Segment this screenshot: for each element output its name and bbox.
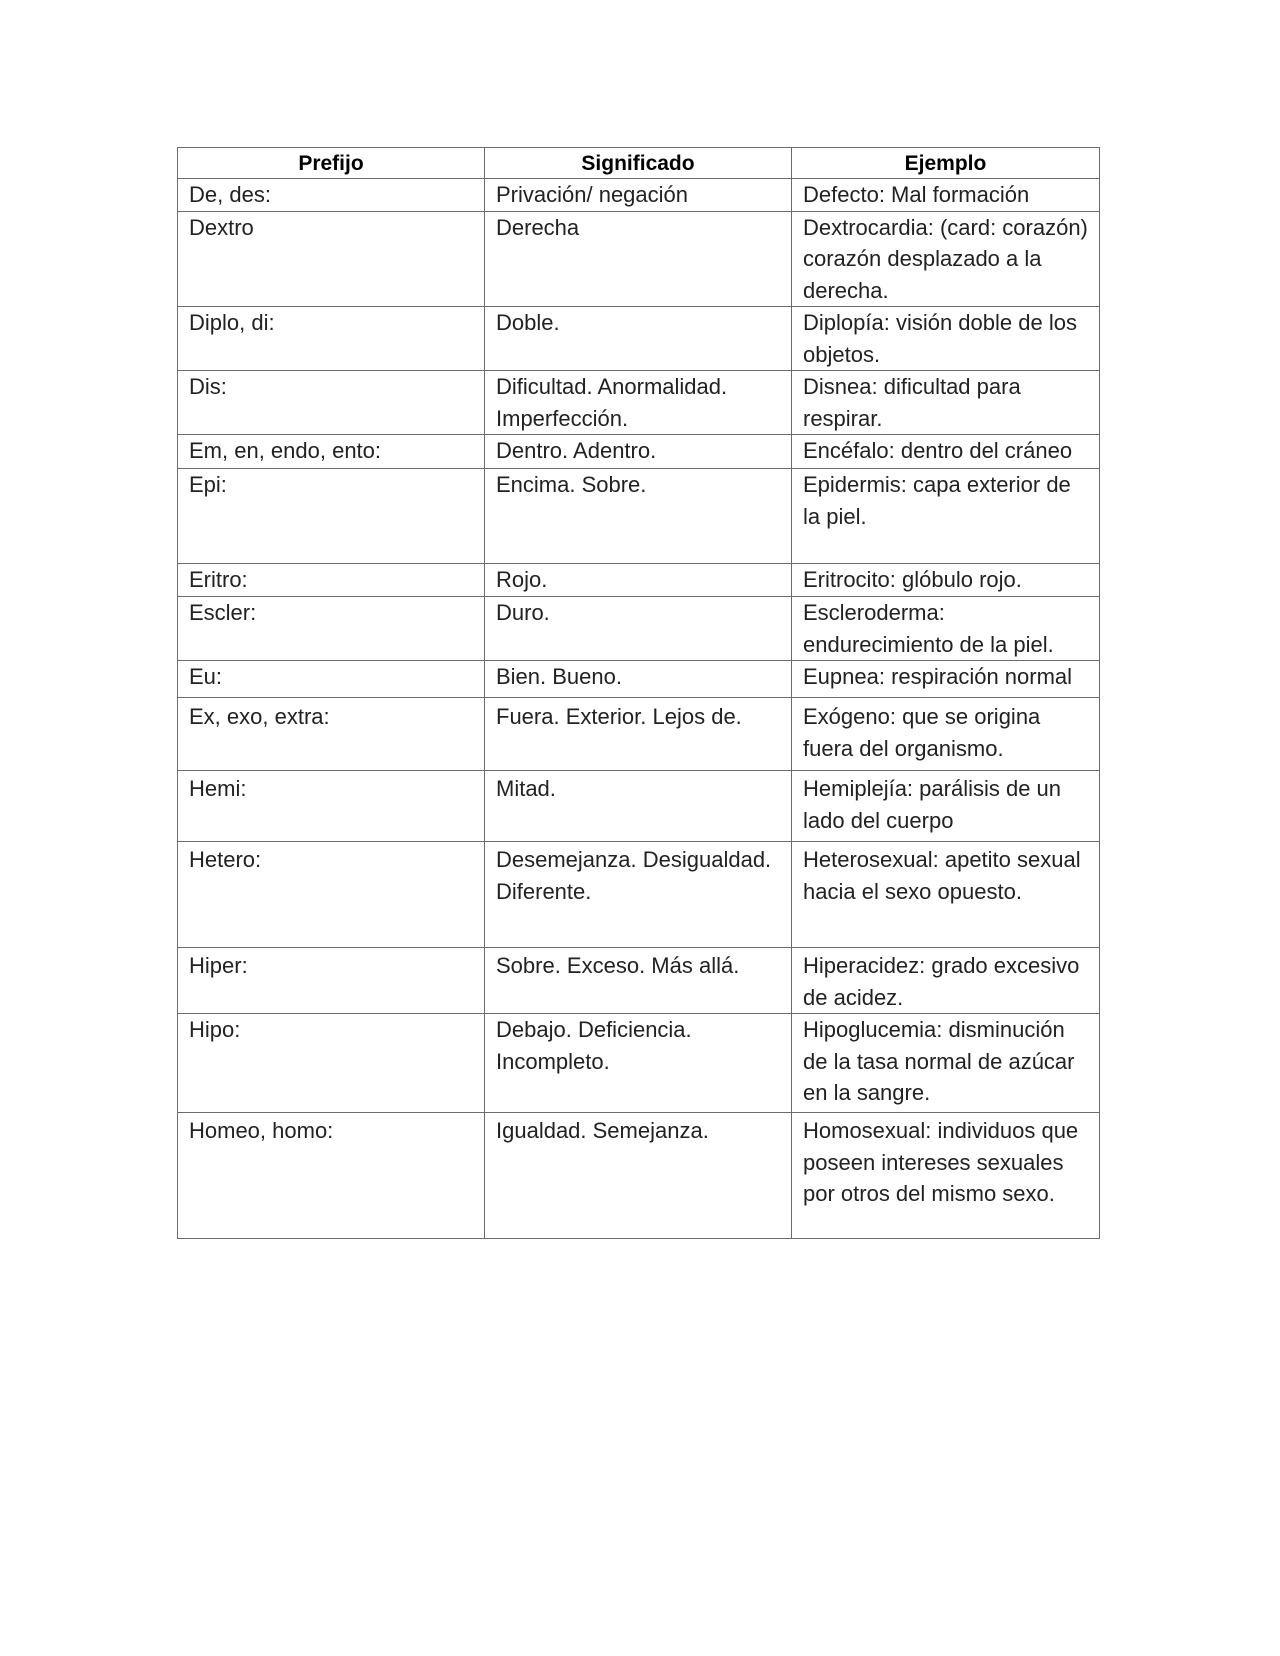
example-cell: Encéfalo: dentro del cráneo <box>792 435 1100 469</box>
table-row <box>178 435 1100 469</box>
example-cell: Escleroderma: endurecimiento de la piel. <box>792 597 1100 661</box>
example-cell: Eupnea: respiración normal <box>792 661 1100 698</box>
meaning-cell: Derecha <box>485 211 792 307</box>
table-row <box>178 371 1100 435</box>
example-cell: Homosexual: individuos que poseen intereses sexuales por otros del mismo sexo. <box>792 1113 1100 1239</box>
table-row <box>178 661 1100 698</box>
meaning-cell: Dificultad. Anormalidad. Imperfección. <box>485 371 792 435</box>
prefix-cell: De, des: <box>178 179 485 212</box>
header-meaning: Significado <box>485 148 792 179</box>
prefix-cell: Homeo, homo: <box>178 1113 485 1239</box>
meaning-cell: Privación/ negación <box>485 179 792 212</box>
prefix-cell: Epi: <box>178 469 485 564</box>
meaning-cell: Fuera. Exterior. Lejos de. <box>485 698 792 771</box>
header-example: Ejemplo <box>792 148 1100 179</box>
table-row <box>178 948 1100 1014</box>
prefix-cell: Escler: <box>178 597 485 661</box>
meaning-cell: Debajo. Deficiencia. Incompleto. <box>485 1014 792 1113</box>
table-row <box>178 698 1100 771</box>
prefix-cell: Ex, exo, extra: <box>178 698 485 771</box>
table-row <box>178 597 1100 661</box>
table-header-row <box>178 148 1100 179</box>
meaning-cell: Desemejanza. Desigualdad. Diferente. <box>485 842 792 948</box>
example-cell: Epidermis: capa exterior de la piel. <box>792 469 1100 564</box>
meaning-cell: Igualdad. Semejanza. <box>485 1113 792 1239</box>
example-cell: Hemiplejía: parálisis de un lado del cuerpo <box>792 771 1100 842</box>
table-row <box>178 1014 1100 1113</box>
example-cell: Eritrocito: glóbulo rojo. <box>792 564 1100 597</box>
table-row <box>178 179 1100 212</box>
prefix-cell: Hipo: <box>178 1014 485 1113</box>
meaning-cell: Mitad. <box>485 771 792 842</box>
prefix-cell: Hetero: <box>178 842 485 948</box>
meaning-cell: Rojo. <box>485 564 792 597</box>
meaning-cell: Bien. Bueno. <box>485 661 792 698</box>
prefix-cell: Em, en, endo, ento: <box>178 435 485 469</box>
table-row <box>178 211 1100 307</box>
prefix-cell: Hiper: <box>178 948 485 1014</box>
example-cell: Disnea: dificultad para respirar. <box>792 371 1100 435</box>
header-prefix: Prefijo <box>178 148 485 179</box>
prefix-cell: Dextro <box>178 211 485 307</box>
meaning-cell: Duro. <box>485 597 792 661</box>
table-row <box>178 564 1100 597</box>
example-cell: Defecto: Mal formación <box>792 179 1100 212</box>
example-cell: Dextrocardia: (card: corazón) corazón desplazado a la derecha. <box>792 211 1100 307</box>
meaning-cell: Sobre. Exceso. Más allá. <box>485 948 792 1014</box>
prefix-cell: Eritro: <box>178 564 485 597</box>
prefix-cell: Dis: <box>178 371 485 435</box>
meaning-cell: Dentro. Adentro. <box>485 435 792 469</box>
table-row <box>178 1113 1100 1239</box>
example-cell: Diplopía: visión doble de los objetos. <box>792 307 1100 371</box>
example-cell: Exógeno: que se origina fuera del organismo. <box>792 698 1100 771</box>
prefix-cell: Diplo, di: <box>178 307 485 371</box>
prefix-table <box>177 147 1100 1239</box>
table-row <box>178 842 1100 948</box>
meaning-cell: Encima. Sobre. <box>485 469 792 564</box>
prefix-cell: Eu: <box>178 661 485 698</box>
table-row <box>178 469 1100 564</box>
example-cell: Hiperacidez: grado excesivo de acidez. <box>792 948 1100 1014</box>
example-cell: Hipoglucemia: disminución de la tasa normal de azúcar en la sangre. <box>792 1014 1100 1113</box>
table-row <box>178 771 1100 842</box>
table-row <box>178 307 1100 371</box>
meaning-cell: Doble. <box>485 307 792 371</box>
example-cell: Heterosexual: apetito sexual hacia el sexo opuesto. <box>792 842 1100 948</box>
prefix-cell: Hemi: <box>178 771 485 842</box>
